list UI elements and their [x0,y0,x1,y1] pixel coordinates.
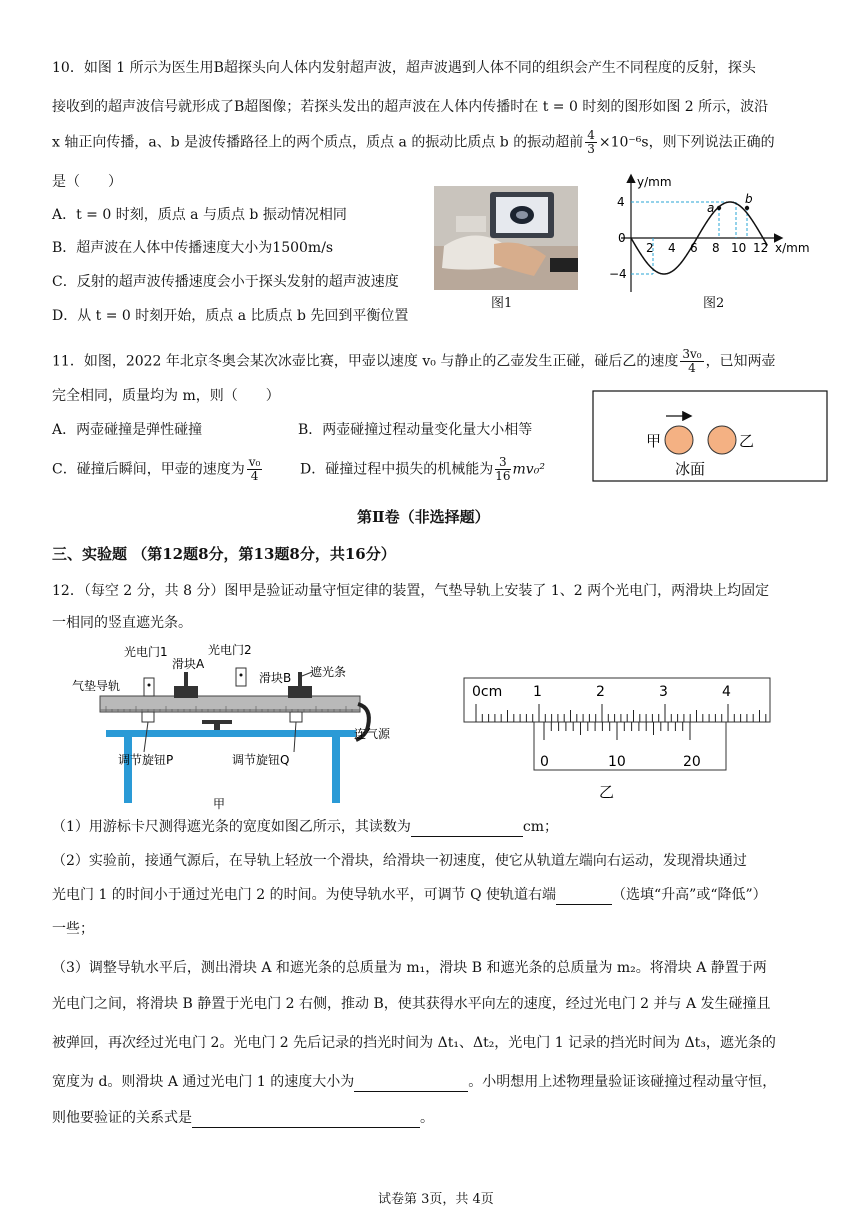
q11-option-d-text: D．碰撞过程中损失的机械能为 [300,461,494,478]
knob-p [142,712,154,722]
air-track-apparatus [72,636,412,812]
q12-part3-text: 宽度为 d。则滑块 A 通过光电门 1 的速度大小为 [52,1074,355,1090]
q12-line2: 一相同的竖直遮光条。 [52,615,192,631]
q12-part2-line1: （2）实验前，接通气源后，在导轨上轻放一个滑块，给滑块一初速度，使它从轨道左端向右运动，发现滑块通过 [52,853,747,869]
wave-graph [605,172,815,298]
table-leg-right [332,737,340,803]
q12-part3-relation: 则他要验证的关系式是 [52,1110,192,1126]
x-tick-2: 2 [646,241,654,255]
q11-line1-text: 11．如图，2022 年北京冬奥会某次冰壶比赛，甲壶以速度 v₀ 与静止的乙壶发生正碰，碰后乙的速度 [52,353,679,370]
label-gate2: 光电门2 [208,643,252,657]
label-knob-q: 调节旋钮Q [232,753,290,767]
q12-part3-line2: 光电门之间，将滑块 B 静置于光电门 2 右侧，推动 B，使其获得水平向左的速度，经过光电门 2 并与 A 发生碰撞且 [52,996,771,1012]
q11-option-c [52,456,264,483]
q10-line3 [52,129,775,156]
q12-part3-tail: 。小明想用上述物理量验证该碰撞过程动量守恒， [468,1074,777,1090]
page-footer: 试卷第 3页，共 4页 [378,1192,494,1207]
q12-part2-text: 光电门 1 的时间小于通过光电门 2 的时间。为使导轨水平，可调节 Q 使轨道右端 [52,887,556,903]
frac-den: 4 [250,469,259,483]
q12-part2-line3: 一些； [52,921,94,937]
slider-a [174,686,198,698]
curling-figure [592,390,828,482]
caliper-caption: 乙 [599,783,615,801]
answer-blank-4[interactable] [192,1113,420,1128]
photogate-1 [144,678,154,696]
label-track: 气垫导轨 [72,679,121,693]
vernier-label-0: 0 [540,754,549,770]
frac-num: 4 [587,128,595,142]
table-leg-left [124,737,132,803]
label-a: a [707,201,715,215]
label-air: 连气源 [354,727,391,741]
q11-option-d [300,456,545,483]
label-knob-p: 调节旋钮P [118,753,174,767]
main-label-3: 3 [659,684,668,700]
y-tick-neg4: −4 [609,267,627,281]
label-yi: 乙 [739,432,755,450]
label-b: b [745,192,753,206]
q11-option-c-fraction [247,456,263,483]
q12-part2-line2 [52,885,767,905]
x-axis-label: x/mm [775,241,810,255]
knob-q [290,712,302,722]
apparatus-caption: 甲 [213,797,226,811]
q10-line2: 接收到的超声波信号就形成了B超图像；若探头发出的超声波在人体内传播时在 t = 0 时刻的图形如图 2 所示，波沿 [52,99,769,115]
q12-part3-line1: （3）调整导轨水平后，测出滑块 A 和遮光条的总质量为 m₁，滑块 B 和遮光条的总质量为 m₂。将滑块 A 静置于两 [52,960,767,976]
q11-line2: 完全相同，质量均为 m，则（ ） [52,388,280,404]
q12-part3-line4 [52,1072,776,1092]
frac-num: 3v₀ [682,347,702,361]
label-slider-a: 滑块A [172,657,205,671]
x-tick-8: 8 [712,241,720,255]
q10-option-a: A．t = 0 时刻，质点 a 与质点 b 振动情况相同 [52,207,347,223]
frac-den: 3 [587,142,595,156]
y-tick-4: 4 [617,195,625,209]
q10-line3-tail: ×10⁻⁶s，则下列说法正确的 [598,134,775,151]
q11-fraction [680,348,703,375]
stone-jia [665,426,693,454]
main-label-2: 2 [596,684,605,700]
q12-line1: 12．（每空 2 分，共 8 分）图甲是验证动量守恒定律的装置，气垫导轨上安装了 1、2 两个光电门，两滑块上均固定 [52,583,770,599]
q12-part2-tail: （选填“升高”或“降低”） [612,887,767,903]
frac-den: 4 [688,361,696,375]
x-tick-10: 10 [731,241,747,255]
x-tick-12: 12 [753,241,769,255]
x-tick-4: 4 [668,241,676,255]
q12-part3-line3: 被弹回，再次经过光电门 2。光电门 2 先后记录的挡光时间为 Δt₁、Δt₂，光电门 1 记录的挡光时间为 Δt₃，遮光条的 [52,1035,776,1051]
q10-option-d: D．从 t = 0 时刻开始，质点 a 比质点 b 先回到平衡位置 [52,308,409,324]
label-ice: 冰面 [675,460,706,478]
ultrasound-photo [434,186,578,290]
photogate-2 [236,668,246,686]
origin-label: 0 [618,231,626,245]
q10-fraction [585,129,597,156]
q11-option-b: B．两壶碰撞过程动量变化量大小相等 [298,422,533,438]
q11-line1 [52,348,776,375]
q12-part3-line5 [52,1108,434,1128]
q12-part3-end: 。 [420,1110,434,1126]
q12-part1-unit: cm； [522,819,559,835]
vernier-label-10: 10 [608,754,626,770]
main-label-4: 4 [722,684,731,700]
label-gate1: 光电门1 [124,645,168,659]
answer-blank-2[interactable] [556,890,612,905]
label-jia: 甲 [646,432,662,450]
stone-yi [708,426,736,454]
shade-strip [298,672,302,686]
q12-part1 [52,817,558,837]
label-slider-b: 滑块B [259,671,292,685]
main-label-0: 0cm [472,684,503,700]
section-heading: 三、实验题 （第12题8分，第13题8分，共16分） [52,545,396,563]
y-axis-label: y/mm [637,175,672,189]
q10-option-b: B．超声波在人体中传播速度大小为1500m/s [52,240,334,256]
frac-den: 16 [495,469,511,483]
table-top [106,730,356,737]
point-b [745,206,749,210]
vernier-label-20: 20 [683,754,701,770]
q11-option-d-fraction [495,456,510,483]
slider-b [288,686,312,698]
point-a [717,206,721,210]
q11-option-a: A．两壶碰撞是弹性碰撞 [52,422,203,438]
q10-line3-text: x 轴正向传播，a、b 是波传播路径上的两个质点，质点 a 的振动比质点 b 的振动超前 [52,134,584,151]
q11-option-d-tail: mv₀² [512,461,545,478]
figure1-caption: 图1 [491,296,513,311]
q10-line1: 10．如图 1 所示为医生用B超探头向人体内发射超声波，超声波遇到人体不同的组织会产生不同程度的反射，探头 [52,60,756,76]
main-label-1: 1 [533,684,542,700]
q10-option-c: C．反射的超声波传播速度会小于探头发射的超声波速度 [52,274,399,290]
label-shade: 遮光条 [310,665,347,679]
q10-line4: 是（ ） [52,174,122,190]
x-tick-6: 6 [690,241,698,255]
q11-line1-tail: ，已知两壶 [705,353,776,370]
q12-part1-text: （1）用游标卡尺测得遮光条的宽度如图乙所示，其读数为 [52,819,411,835]
volume-title: 第Ⅱ卷（非选择题） [357,508,490,526]
answer-blank-1[interactable] [411,822,523,837]
answer-blank-3[interactable] [354,1077,468,1092]
q11-option-c-text: C．碰撞后瞬间，甲壶的速度为 [52,461,245,478]
frac-num: v₀ [248,455,261,469]
frac-num: 3 [495,456,510,470]
figure2-caption: 图2 [703,296,725,311]
vernier-caliper [462,672,774,802]
